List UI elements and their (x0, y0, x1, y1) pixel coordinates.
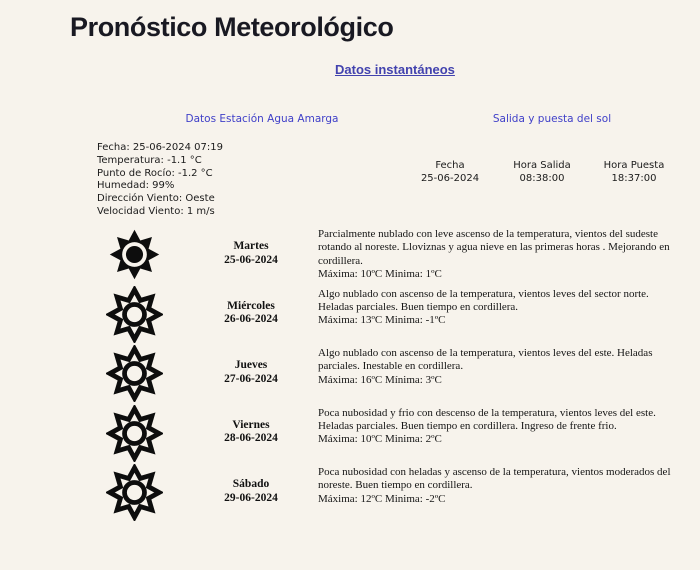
forecast-description (318, 463, 700, 523)
forecast-row (0, 404, 700, 464)
station-data-block (97, 142, 223, 219)
sun-table-value: 25-06-2024 (420, 173, 480, 184)
page-title: Pronóstico Meteorológico (70, 12, 394, 42)
forecast-day (184, 344, 318, 404)
forecast-minmax: Máxima: 10ºC Minima: 1ºC (318, 268, 442, 281)
instant-data-link[interactable]: Datos instantáneos (335, 62, 455, 77)
sun-table-col-hora-salida (496, 159, 588, 185)
sunrise-sunset-table (404, 159, 680, 185)
forecast-text: Algo nublado con ascenso de la temperatura, vientos leves del este. Heladas parciales. Inestable en cordillera. (318, 347, 653, 373)
sun-outline-icon (102, 404, 166, 464)
forecast-row (0, 344, 700, 404)
sun-filled-icon (102, 225, 166, 285)
forecast-description (318, 344, 700, 404)
sun-outline-icon (102, 344, 166, 404)
forecast-day (184, 463, 318, 523)
sun-table-header: Hora Salida (513, 160, 571, 171)
forecast-minmax: Máxima: 13ºC Minima: -1ºC (318, 314, 446, 327)
sun-table-header: Fecha (435, 160, 465, 171)
sun-table-col-hora-puesta (588, 159, 680, 185)
station-data-line-punto-rocio: Punto de Rocío: -1.2 °C (97, 167, 213, 179)
forecast-day (184, 404, 318, 464)
sun-outline-icon (102, 285, 166, 345)
forecast-day-name: Miércoles (227, 299, 275, 312)
station-data-line-velocidad-viento: Velocidad Viento: 1 m/s (97, 205, 215, 217)
forecast-day-date: 27-06-2024 (224, 372, 278, 385)
forecast-text: Poca nubosidad con heladas y ascenso de la temperatura, vientos moderados del noreste. Buen tiempo en cordillera. (318, 466, 671, 492)
forecast-day-date: 28-06-2024 (224, 432, 278, 444)
instant-data-link-wrap (335, 61, 455, 79)
sunrise-sunset-section-title: Salida y puesta del sol (492, 113, 612, 125)
station-section-title: Datos Estación Agua Amarga (185, 113, 339, 125)
forecast-text: Parcialmente nublado con leve ascenso de la temperatura, vientos del sudeste rotando al noreste. Lloviznas y agua nieve en las primeras horas . Mejorando en cordillera. (318, 228, 670, 267)
forecast-minmax: Máxima: 10ºC Minima: 2ºC (318, 433, 442, 446)
sun-table-col-fecha (404, 159, 496, 185)
forecast-text: Poca nubosidad y frio con descenso de la temperatura, vientos leves del este. Heladas parciales. Buen tiempo en cordillera. Ingreso de frente frio. (318, 406, 656, 432)
forecast-day-name: Jueves (234, 359, 268, 371)
forecast-day-date: 26-06-2024 (224, 313, 278, 325)
forecast-row (0, 285, 700, 345)
station-data-line-temperatura: Temperatura: -1.1 °C (97, 154, 202, 166)
forecast-minmax: Máxima: 16ºC Mínima: 3ºC (318, 373, 442, 386)
forecast-day-name: Sábado (232, 478, 270, 490)
sun-table-value: 18:37:00 (611, 173, 657, 184)
forecast-day-date: 29-06-2024 (224, 491, 278, 504)
sun-outline-icon (102, 463, 166, 523)
forecast-minmax: Máxima: 12ºC Minima: -2ºC (318, 492, 446, 505)
forecast-row (0, 463, 700, 523)
sun-table-value: 08:38:00 (519, 173, 565, 184)
forecast-description (318, 225, 700, 285)
forecast-day-name: Viernes (232, 418, 270, 431)
station-data-line-humedad: Humedad: 99% (97, 180, 175, 192)
sun-table-header: Hora Puesta (603, 160, 665, 171)
forecast-day (184, 285, 318, 345)
forecast-list (0, 225, 700, 523)
forecast-text: Algo nublado con ascenso de la temperatura, vientos leves del sector norte. Heladas parciales. Buen tiempo en cordillera. (318, 287, 649, 313)
forecast-row (0, 225, 700, 285)
forecast-day-name: Martes (233, 240, 269, 252)
forecast-day-date: 25-06-2024 (224, 253, 278, 266)
station-data-line-direccion-viento: Dirección Viento: Oeste (97, 193, 215, 205)
station-data-line-fecha: Fecha: 25-06-2024 07:19 (97, 142, 223, 153)
forecast-description (318, 404, 700, 464)
forecast-day (184, 225, 318, 285)
forecast-description (318, 285, 700, 345)
